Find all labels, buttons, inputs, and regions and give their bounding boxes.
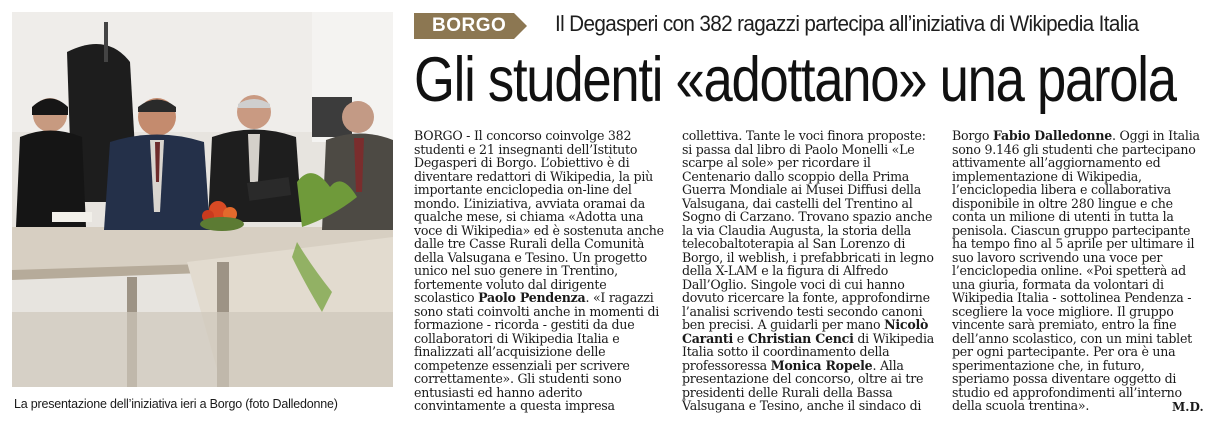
text-run: una giuria, formata da volontari di (952, 276, 1164, 292)
text-run: sono stati coinvolti anche in momenti di (414, 303, 660, 319)
text-run: scegliere la voce migliore. Il gruppo (952, 303, 1174, 319)
text-run: l’enciclopedia libera e collaborativa (952, 182, 1171, 197)
text-line (414, 197, 666, 211)
text-run: presentazione del concorso, oltre ai tre (682, 371, 924, 386)
text-line (682, 372, 934, 386)
text-run: l’analisi scrivendo testi secondo canoni (682, 303, 923, 319)
text-run: e (733, 330, 748, 346)
text-run: implementazione di Wikipedia, (952, 168, 1142, 184)
text-run: collettiva. Tante le voci finora proposte: (682, 128, 926, 143)
text-line (952, 170, 1202, 184)
text-run: studio ed approfondimenti all’interno (952, 384, 1182, 400)
text-line (952, 156, 1202, 170)
text-line (414, 305, 666, 319)
text-line (682, 332, 934, 346)
text-line (414, 170, 666, 184)
text-line (952, 386, 1202, 400)
text-line (952, 278, 1202, 292)
text-run: vincente sarà premiato, entro la fine (952, 317, 1177, 332)
text-run: telecobaltoterapia al San Lorenzo di (682, 236, 906, 251)
text-line (952, 224, 1202, 238)
text-line (414, 237, 666, 251)
text-run: disponibile in oltre 280 lingue e che (952, 195, 1173, 211)
text-run: Borgo (952, 128, 994, 143)
text-run: per ogni partecipante. Per ora è una (952, 344, 1176, 359)
text-run: penisola. Ciascun gruppo partecipante (952, 222, 1191, 238)
text-run: la via Claudia Augusta, la storia della (682, 222, 912, 238)
text-run: sperimentazione che, in futuro, (952, 357, 1145, 373)
text-line (682, 278, 934, 292)
text-line (952, 197, 1202, 211)
text-line (414, 372, 666, 386)
text-run: Valsugana e Tesino, anche il sindaco di (682, 398, 922, 413)
text-line (682, 156, 934, 170)
text-line (682, 183, 934, 197)
text-run: ben precisi. A guidarli per mano (682, 317, 885, 332)
text-line (952, 318, 1202, 332)
bold-name: Monica Ropele (770, 357, 873, 373)
text-run: Italia sotto il coordinamento della (682, 344, 890, 359)
text-run: della scuola trentina». (952, 398, 1090, 413)
text-line (414, 183, 666, 197)
text-run: Dall’Oglio. Singole voci di cui hanno (682, 276, 905, 292)
article-column-3 (952, 129, 1202, 413)
bold-name: Fabio Dalledonne (993, 128, 1112, 143)
text-line (682, 291, 934, 305)
text-run: attivamente all’aggiornamento ed (952, 155, 1161, 170)
text-run: . Oggi in Italia (1112, 128, 1200, 143)
text-line (952, 183, 1202, 197)
text-run: Centenario dallo scoppio della Prima (682, 168, 910, 184)
text-line (952, 237, 1202, 251)
text-run: ha tempo fino al 5 aprile per ultimare il (952, 236, 1195, 251)
text-run: importante enciclopedia on-line del (414, 182, 632, 197)
article-column-2 (682, 129, 934, 413)
text-run: speriamo possa diventare oggetto di (952, 371, 1177, 386)
text-line (682, 224, 934, 238)
text-run: Guerra Mondiale ai Musei Diffusi della (682, 182, 921, 197)
text-run: presidenti delle Rurali della Bassa (682, 384, 893, 400)
text-run: studenti e 21 insegnanti dell’Istituto (414, 141, 638, 157)
text-run: correttamente». Gli studenti sono (414, 371, 622, 386)
text-run: entusiasti ed hanno aderito (414, 384, 583, 400)
text-line (952, 143, 1202, 157)
text-line (414, 345, 666, 359)
text-run: scarpe al sole» per ricordare il (682, 155, 871, 170)
text-line (414, 251, 666, 265)
subheadline: Il Degasperi con 382 ragazzi partecipa all’iniziativa di Wikipedia Italia (555, 11, 1139, 36)
text-run: sono 9.146 gli studenti che partecipano (952, 141, 1196, 157)
text-line (682, 210, 934, 224)
text-line (952, 372, 1202, 386)
text-run: collaboratori di Wikipedia Italia e (414, 330, 620, 346)
kicker-arrow-icon (514, 13, 527, 39)
text-line (414, 224, 666, 238)
text-line (952, 129, 1202, 143)
text-run: qualche mese, si chiama «Adotta una (414, 209, 644, 224)
article-column-1 (414, 129, 666, 413)
text-run: conta un milione di utenti in tutta la (952, 209, 1174, 224)
text-run: . Alla (872, 357, 904, 373)
text-run: si passa dal libro di Paolo Monelli «Le (682, 141, 915, 157)
text-line (952, 332, 1202, 346)
text-run: unico nel suo genere in Trentino, (414, 263, 618, 278)
text-line (682, 345, 934, 359)
bold-name: Caranti (682, 330, 733, 346)
text-run: convintamente a questa impresa (414, 398, 615, 413)
text-line (952, 210, 1202, 224)
text-run: voce di Wikipedia» ed è sostenuta anche (414, 222, 664, 238)
text-run: della X-LAM e la figura di Alfredo (682, 263, 889, 278)
photo-caption: La presentazione dell’iniziativa ieri a Borgo (foto Dalledonne) (14, 397, 338, 411)
text-line (682, 237, 934, 251)
text-line (682, 399, 934, 413)
bold-name: Paolo Pendenza (478, 290, 586, 305)
text-run: Degasperi di Borgo. L’obiettivo è di (414, 155, 630, 170)
text-line (414, 143, 666, 157)
text-run: finalizzati all’acquisizione delle (414, 344, 606, 359)
text-run: BORGO - Il concorso coinvolge 382 (414, 128, 632, 143)
text-run: diventare redattori di Wikipedia, la più (414, 168, 653, 184)
text-line (414, 359, 666, 373)
bold-name: Nicolò (884, 317, 929, 332)
text-line (414, 129, 666, 143)
text-line (952, 399, 1202, 413)
text-line (414, 399, 666, 413)
text-line (682, 170, 934, 184)
text-run: competenze essenziali per scrivere (414, 357, 630, 373)
text-run: Wikipedia Italia - sottolinea Pendenza - (952, 290, 1192, 305)
text-line (682, 197, 934, 211)
text-run: fortemente voluto dal dirigente (414, 276, 607, 292)
text-line (682, 386, 934, 400)
text-line (414, 156, 666, 170)
text-line (682, 318, 934, 332)
text-run: di Wikipedia (853, 330, 934, 346)
text-run: formazione - ricorda - gestiti da due (414, 317, 635, 332)
text-run: . «I ragazzi (585, 290, 654, 305)
text-line (414, 332, 666, 346)
text-run: professoressa (682, 357, 771, 373)
bold-name: Christian Cenci (747, 330, 854, 346)
press-photo (12, 12, 393, 387)
text-run: l’enciclopedia online. «Poi spetterà ad (952, 263, 1186, 278)
text-line (682, 251, 934, 265)
text-run: scolastico (414, 290, 479, 305)
text-line (952, 305, 1202, 319)
text-run: dell’anno scolastico, con un mini tablet (952, 330, 1192, 346)
text-line (952, 291, 1202, 305)
text-line (682, 305, 934, 319)
text-line (952, 359, 1202, 373)
text-line (414, 264, 666, 278)
text-line (952, 251, 1202, 265)
text-line (682, 143, 934, 157)
text-run: Sogno di Carzano. Trovano spazio anche (682, 209, 933, 224)
text-line (952, 264, 1202, 278)
headline: Gli studenti «adottano» una parola (414, 45, 1176, 115)
text-line (414, 386, 666, 400)
text-line (414, 278, 666, 292)
text-run: dovuto ricercare la fonte, approfondirne (682, 290, 930, 305)
section-kicker (414, 13, 527, 39)
text-line (682, 129, 934, 143)
text-line (414, 210, 666, 224)
text-run: dalle tre Casse Rurali della Comunità (414, 236, 645, 251)
text-line (414, 291, 666, 305)
text-run: della Valsugana e Tesino. Un progetto (414, 249, 647, 265)
author-signature: M.D. (1172, 400, 1204, 414)
text-line (682, 264, 934, 278)
text-run: Valsugana, dai castelli del Trentino al (682, 195, 913, 211)
text-line (414, 318, 666, 332)
text-run: suo lavoro scrivendo una voce per (952, 249, 1163, 265)
text-line (952, 345, 1202, 359)
text-line (682, 359, 934, 373)
kicker-label: BORGO (414, 13, 514, 39)
text-run: Borgo, il weblish, i prefabbricati in legno (682, 249, 934, 265)
text-run: mondo. L’iniziativa, avviata oramai da (414, 195, 645, 211)
